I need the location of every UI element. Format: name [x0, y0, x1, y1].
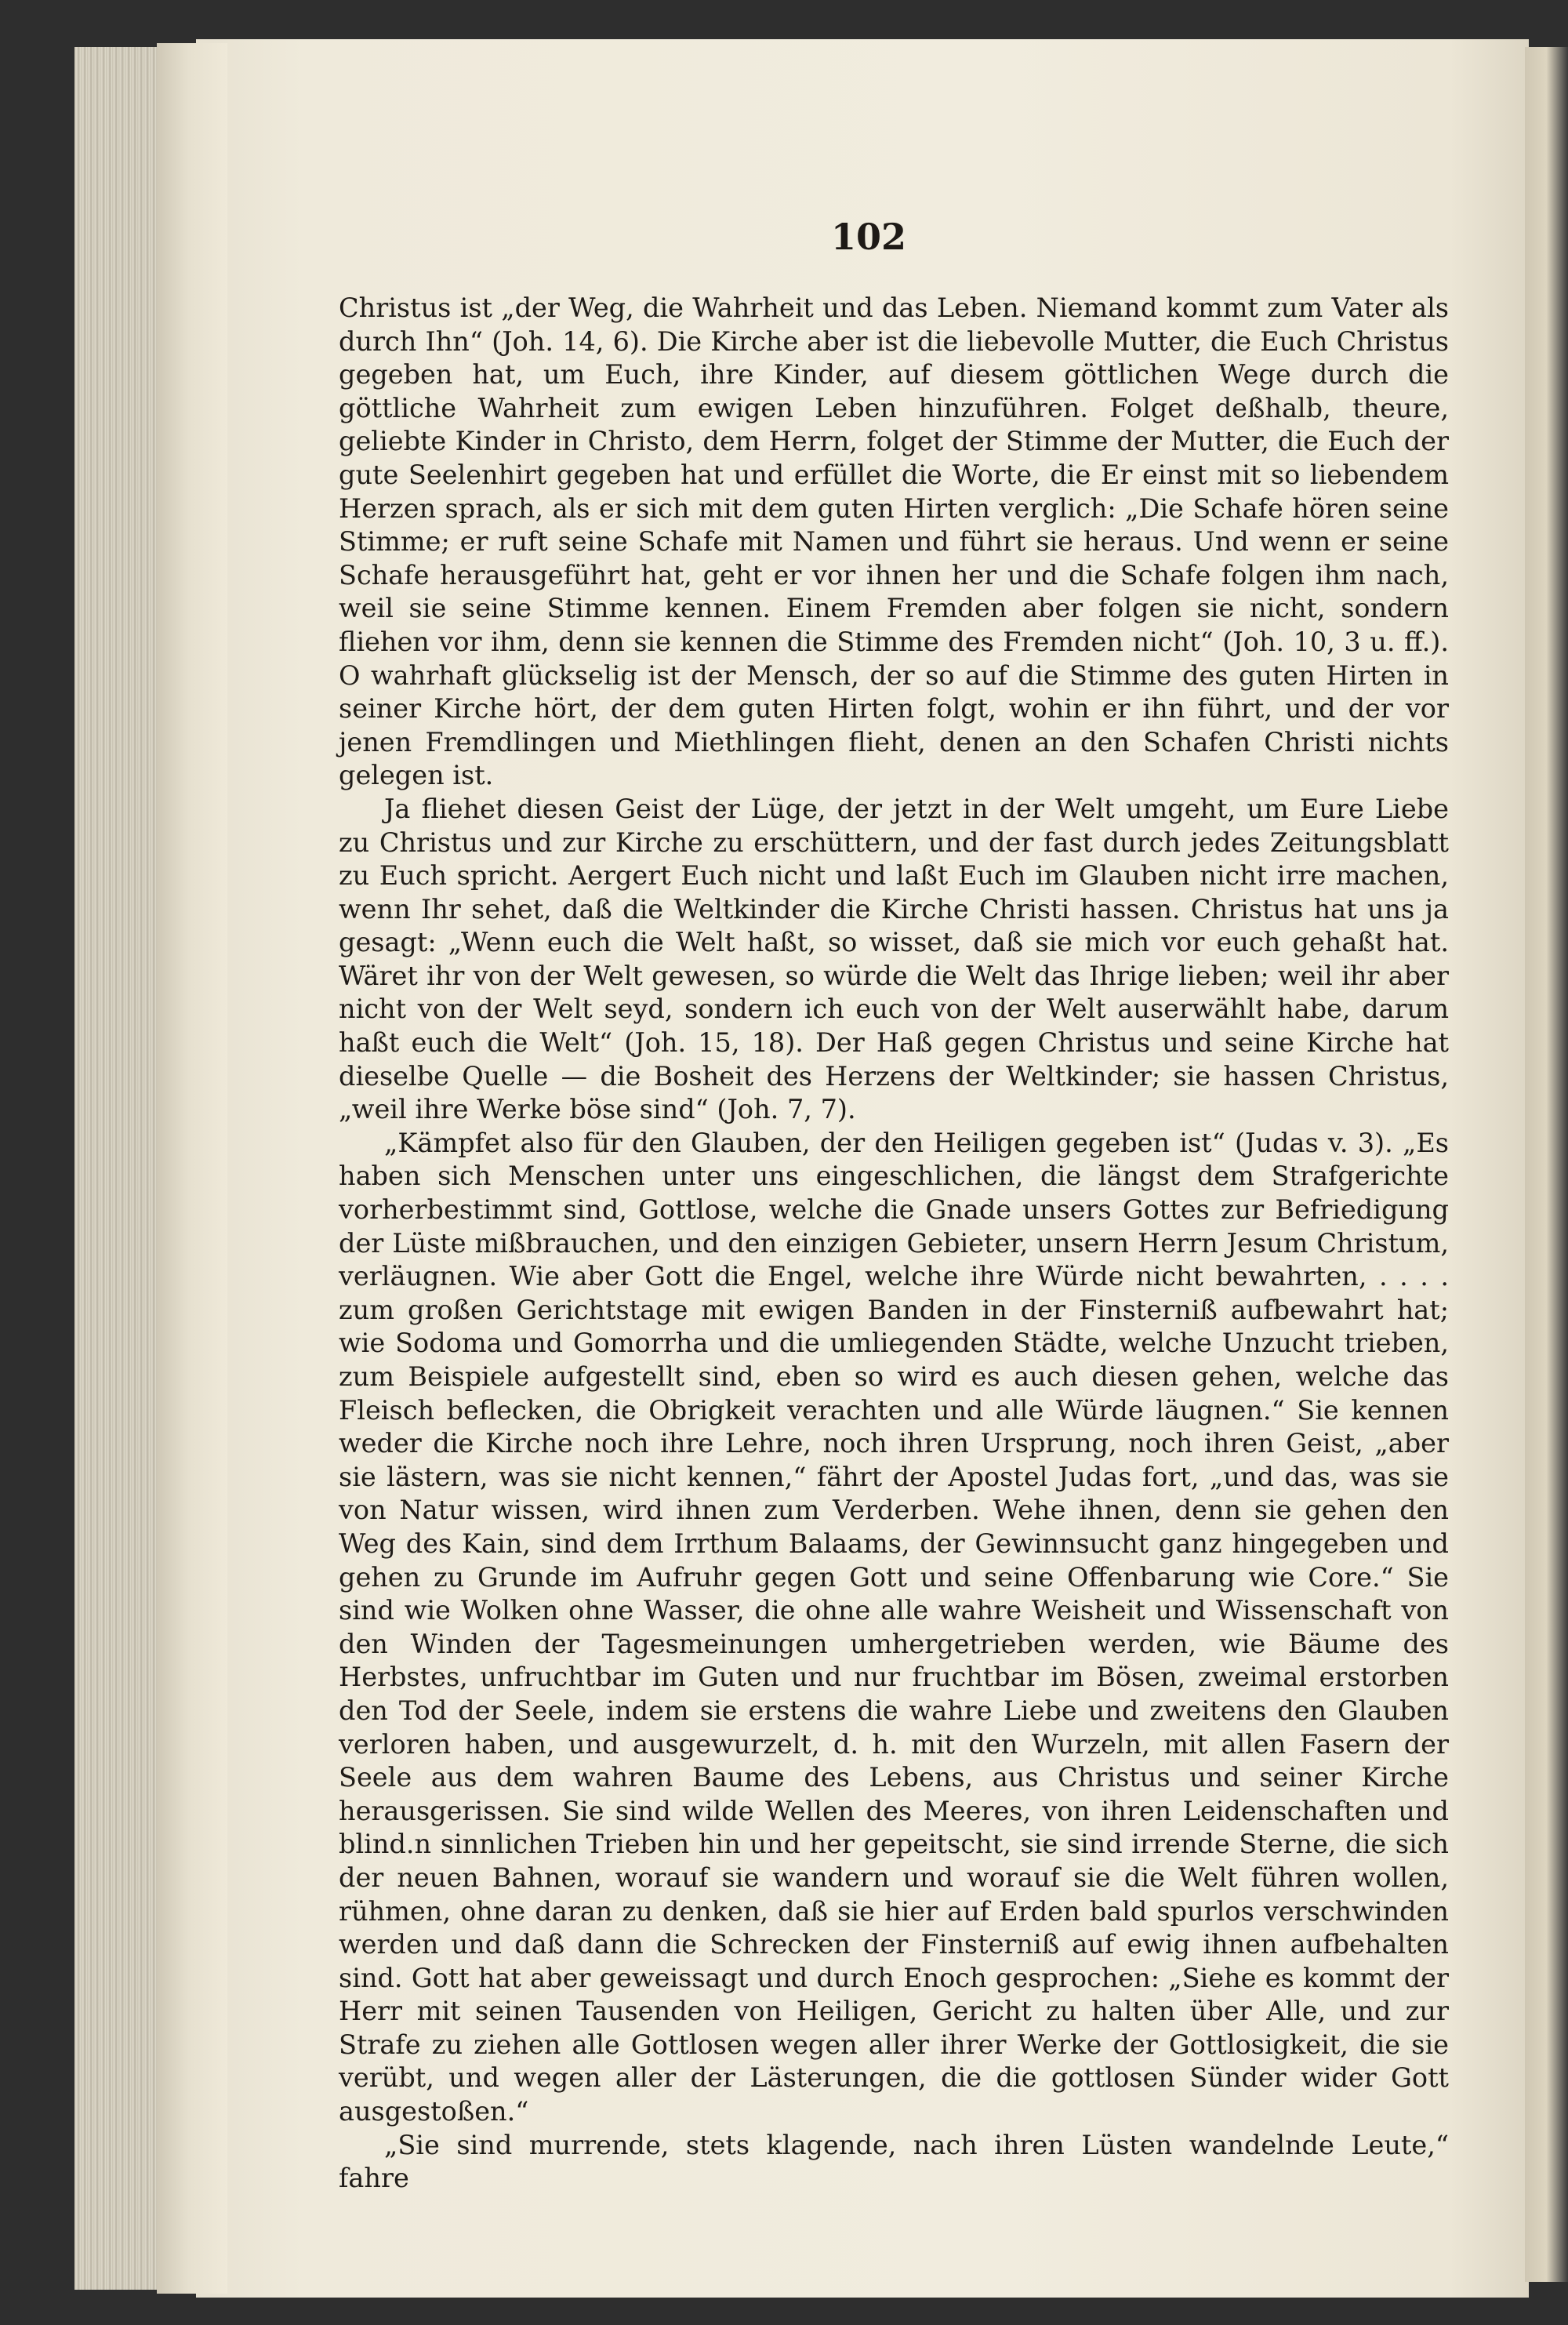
book-gutter [157, 43, 227, 2294]
paragraph: „Kämpfet also für den Glauben, der den Heiligen gegeben ist“ (Judas v. 3). „Es haben sich Menschen unter uns eingeschlichen, die längst dem Strafgerichte vorherbestimmt sind, Gottlose, welche die Gnade unsers Gottes zur Befriedigung der Lüste mißbrauchen, und den einzigen Gebieter, unsern Herrn Jesum Christum, verläugnen. Wie aber Gott die Engel, welche ihre Würde nicht bewahrten, . . . . zum großen Gerichtstage mit ewigen Banden in der Finsterniß aufbewahrt hat; wie Sodoma und Gomorrha und die umliegenden Städte, welche Unzucht trieben, zum Beispiele aufgestellt sind, eben so wird es auch diesen gehen, welche das Fleisch beflecken, die Obrigkeit verachten und alle Würde läugnen.“ Sie kennen weder die Kirche noch ihre Lehre, noch ihren Ursprung, noch ihren Geist, „aber sie lästern, was sie nicht kennen,“ fährt der Apostel Judas fort, „und das, was sie von Natur wissen, wird ihnen zum Verderben. Wehe ihnen, denn sie gehen den Weg des Kain, sind dem Irrthum Balaams, der Gewinnsucht ganz hingegeben und gehen zu Grunde im Aufruhr gegen Gott und seine Offenbarung wie Core.“ Sie sind wie Wolken ohne Wasser, die ohne alle wahre Weisheit und Wissenschaft von den Winden der Tagesmeinungen umhergetrieben werden, wie Bäume des Herbstes, unfruchtbar im Guten und nur fruchtbar im Bösen, zweimal erstorben den Tod der Seele, indem sie erstens die wahre Liebe und zweitens den Glauben verloren haben, und ausgewurzelt, d. h. mit den Wurzeln, mit allen Fasern der Seele aus dem wahren Baume des Lebens, aus Christus und seiner Kirche herausgerissen. Sie sind wilde Wellen des Meeres, von ihren Leidenschaften und blind.n sinnlichen Trieben hin und her gepeitscht, sie sind irrende Sterne, die sich der neuen Bahnen, worauf sie wandern und worauf sie die Welt führen wollen, rühmen, ohne daran zu denken, daß sie hier auf Erden bald spurlos verschwinden werden und daß dann die Schrecken der Finsterniß auf ewig ihnen aufbehalten sind. Gott hat aber geweissagt und durch Enoch gesprochen: „Siehe es kommt der Herr mit seinen Tausenden von Heiligen, Gericht zu halten über Alle, und zur Strafe zu ziehen alle Gottlosen wegen aller ihrer Werke der Gottlosigkeit, die sie verübt, und wegen aller der Lästerungen, die die gottlosen Sünder wider Gott ausgestoßen.“ [339, 1127, 1449, 2127]
body-text [339, 292, 1449, 2196]
paragraph: Christus ist „der Weg, die Wahrheit und das Leben. Niemand kommt zum Vater als durch Ihn“ (Joh. 14, 6). Die Kirche aber ist die liebevolle Mutter, die Euch Christus gegeben hat, um Euch, ihre Kinder, auf diesem göttlichen Wege durch die göttliche Wahrheit zum ewigen Leben hinzuführen. Folget deßhalb, theure, geliebte Kinder in Christo, dem Herrn, folget der Stimme der Mutter, die Euch der gute Seelenhirt gegeben hat und erfüllet die Worte, die Er einst mit so liebendem Herzen sprach, als er sich mit dem guten Hirten verglich: „Die Schafe hören seine Stimme; er ruft seine Schafe mit Namen und führt sie heraus. Und wenn er seine Schafe herausgeführt hat, geht er vor ihnen her und die Schafe folgen ihm nach, weil sie seine Stimme kennen. Einem Fremden aber folgen sie nicht, sondern fliehen vor ihm, denn sie kennen die Stimme des Fremden nicht“ (Joh. 10, 3 u. ff.). O wahrhaft glückselig ist der Mensch, der so auf die Stimme des guten Hirten in seiner Kirche hört, der dem guten Hirten folgt, wohin er ihn führt, und der vor jenen Fremdlingen und Miethlingen flieht, denen an den Schafen Christi nichts gelegen ist. [339, 292, 1449, 791]
book-page-edges [74, 47, 169, 2290]
page-number: 102 [831, 216, 907, 258]
page-right-edge [1525, 47, 1568, 2282]
paragraph: Ja fliehet diesen Geist der Lüge, der jetzt in der Welt umgeht, um Eure Liebe zu Christus und zur Kirche zu erschüttern, und der fast durch jedes Zeitungsblatt zu Euch spricht. Aergert Euch nicht und laßt Euch im Glauben nicht irre machen, wenn Ihr sehet, daß die Weltkinder die Kirche Christi hassen. Christus hat uns ja gesagt: „Wenn euch die Welt haßt, so wisset, daß sie mich vor euch gehaßt hat. Wäret ihr von der Welt gewesen, so würde die Welt das Ihrige lieben; weil ihr aber nicht von der Welt seyd, sondern ich euch von der Welt auserwählt habe, darum haßt euch die Welt“ (Joh. 15, 18). Der Haß gegen Christus und seine Kirche hat dieselbe Quelle — die Bosheit des Herzens der Weltkinder; sie hassen Christus, „weil ihre Werke böse sind“ (Joh. 7, 7). [339, 793, 1449, 1125]
paragraph: „Sie sind murrende, stets klagende, nach ihren Lüsten wandelnde Leute,“ fahre [339, 2129, 1449, 2194]
